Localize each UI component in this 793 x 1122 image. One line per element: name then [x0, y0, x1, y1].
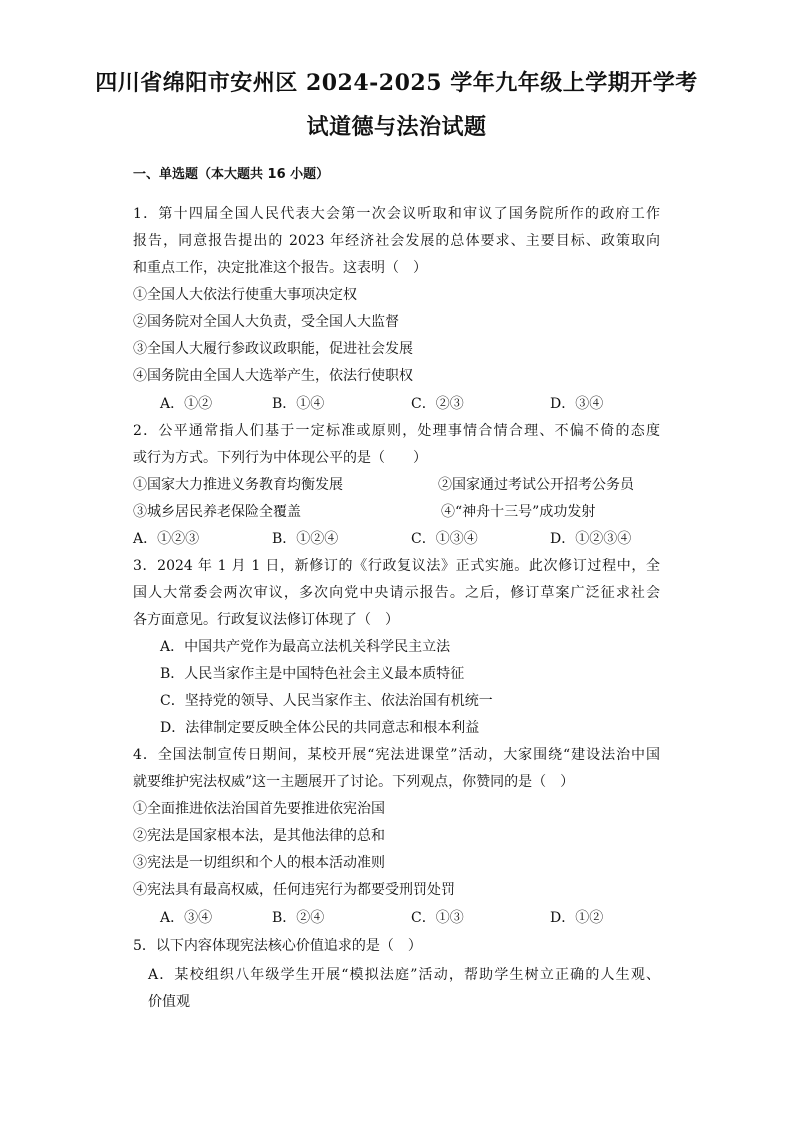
q1-option-a[interactable]: A．①② [160, 396, 213, 412]
q1-item: ④国务院由全国人大选举产生，依法行使职权 [133, 368, 413, 384]
q2-item: ④“神舟十三号”成功发射 [441, 504, 596, 520]
q3-stem-line: 各方面意见。行政复议法修订体现了（ ） [133, 612, 399, 628]
q2-stem-line: 或行为方式。下列行为中体现公平的是（ ） [133, 450, 427, 466]
q4-stem-line: 4．全国法制宣传日期间，某校开展“宪法进课堂”活动，大家围绕“建设法治中国 [133, 747, 660, 763]
q1-stem-line: 报告，同意报告提出的 2023 年经济社会发展的总体要求、主要目标、政策取向 [133, 233, 660, 249]
q4-option-d[interactable]: D．①② [550, 910, 604, 926]
q4-item: ①全面推进依法治国首先要推进依宪治国 [133, 801, 385, 817]
q1-item: ①全国人大依法行使重大事项决定权 [133, 287, 357, 303]
q1-stem-line: 和重点工作，决定批准这个报告。这表明（ ） [133, 260, 427, 276]
q2-stem-line: 2．公平通常指人们基于一定标准或原则，处理事情合情合理、不偏不倚的态度 [133, 423, 660, 439]
q1-option-c[interactable]: C．②③ [411, 396, 464, 412]
exam-title-line1: 四川省绵阳市安州区 2024-2025 学年九年级上学期开学考 [95, 70, 698, 96]
q1-item: ②国务院对全国人大负责，受全国人大监督 [133, 314, 399, 330]
q4-option-c[interactable]: C．①③ [411, 910, 464, 926]
section-heading: 一、单选题（本大题共 16 小题） [133, 167, 330, 182]
q3-option-d[interactable]: D．法律制定要反映全体公民的共同意志和根本利益 [160, 720, 480, 736]
q3-option-c[interactable]: C．坚持党的领导、人民当家作主、依法治国有机统一 [160, 693, 493, 709]
q3-stem-line: 3．2024 年 1 月 1 日，新修订的《行政复议法》正式实施。此次修订过程中，全 [133, 558, 660, 574]
q3-option-b[interactable]: B．人民当家作主是中国特色社会主义最本质特征 [160, 666, 465, 682]
q4-item: ④宪法具有最高权威，任何违宪行为都要受刑罚处罚 [133, 882, 455, 898]
q1-item: ③全国人大履行参政议政职能，促进社会发展 [133, 341, 413, 357]
q4-item: ②宪法是国家根本法，是其他法律的总和 [133, 828, 385, 844]
q2-option-b[interactable]: B．①②④ [272, 531, 339, 547]
q5-option-a[interactable]: A．某校组织八年级学生开展“模拟法庭”活动，帮助学生树立正确的人生观、 [148, 967, 660, 983]
q1-option-b[interactable]: B．①④ [272, 396, 325, 412]
q4-item: ③宪法是一切组织和个人的根本活动准则 [133, 855, 385, 871]
q2-option-c[interactable]: C．①③④ [411, 531, 478, 547]
q2-item: ③城乡居民养老保险全覆盖 [133, 504, 301, 520]
q1-option-d[interactable]: D．③④ [550, 396, 604, 412]
q4-option-a[interactable]: A．③④ [160, 910, 213, 926]
q3-stem-line: 国人大常委会两次审议，多次向党中央请示报告。之后，修订草案广泛征求社会 [133, 585, 660, 601]
exam-title-line2: 试道德与法治试题 [306, 114, 487, 140]
q2-item: ①国家大力推进义务教育均衡发展 [133, 477, 343, 493]
q5-option-a-continued: 价值观 [148, 994, 190, 1010]
q2-item: ②国家通过考试公开招考公务员 [438, 477, 634, 493]
q1-stem-line: 1．第十四届全国人民代表大会第一次会议听取和审议了国务院所作的政府工作 [133, 206, 660, 222]
q4-stem-line: 就要维护宪法权威”这一主题展开了讨论。下列观点，你赞同的是（ ） [133, 774, 575, 790]
q5-stem-line: 5．以下内容体现宪法核心价值追求的是（ ） [133, 938, 422, 954]
q4-option-b[interactable]: B．②④ [272, 910, 325, 926]
q3-option-a[interactable]: A．中国共产党作为最高立法机关科学民主立法 [160, 639, 451, 655]
q2-option-a[interactable]: A．①②③ [133, 531, 200, 547]
q2-option-d[interactable]: D．①②③④ [550, 531, 632, 547]
